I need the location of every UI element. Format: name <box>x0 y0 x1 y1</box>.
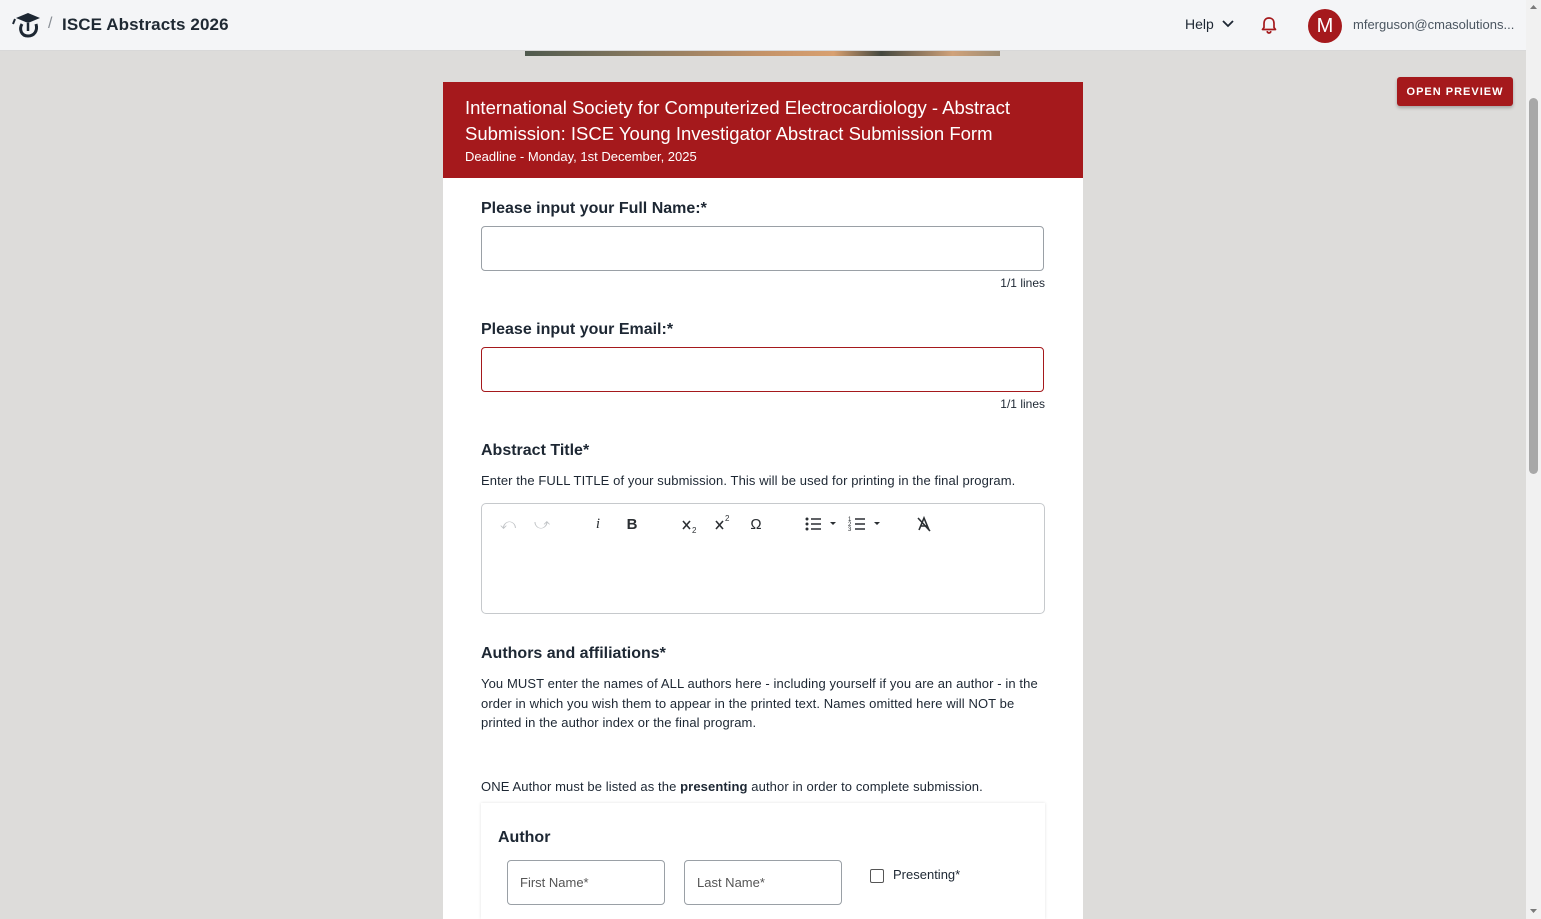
app-title[interactable]: ISCE Abstracts 2026 <box>62 15 229 34</box>
breadcrumb-separator: / <box>48 15 53 32</box>
scrollbar-thumb[interactable] <box>1529 98 1538 474</box>
authors-label: Authors and affiliations* <box>481 645 666 662</box>
presenting-checkbox[interactable] <box>870 869 884 883</box>
abstract-title-help: Enter the FULL TITLE of your submission. This will be used for printing in the final program. <box>481 473 1016 488</box>
form-deadline: Deadline - Monday, 1st December, 2025 <box>465 149 697 164</box>
help-label: Help <box>1185 16 1214 32</box>
bold-button[interactable]: B <box>626 515 638 533</box>
full-name-label: Please input your Full Name:* <box>481 200 707 217</box>
last-name-input[interactable] <box>684 860 842 905</box>
user-email[interactable]: mferguson@cmasolutions... <box>1353 17 1515 32</box>
email-label: Please input your Email:* <box>481 321 674 338</box>
abstract-title-label: Abstract Title* <box>481 442 590 459</box>
bullet-list-icon[interactable] <box>804 513 840 535</box>
svg-text:2: 2 <box>725 514 730 523</box>
svg-text:1: 1 <box>848 517 852 523</box>
special-character-button[interactable]: Ω <box>750 515 762 533</box>
italic-button[interactable]: i <box>595 515 601 532</box>
help-menu[interactable] <box>1185 16 1234 32</box>
bell-icon[interactable] <box>1259 15 1279 35</box>
svg-text:3: 3 <box>848 527 852 533</box>
avatar[interactable]: M <box>1308 9 1342 43</box>
email-input[interactable] <box>481 347 1044 392</box>
first-name-input[interactable] <box>507 860 665 905</box>
banner-image <box>525 51 1000 56</box>
undo-icon[interactable]: ⤺ <box>499 515 517 533</box>
scroll-down-arrow-icon[interactable] <box>1529 907 1538 915</box>
numbered-list-icon[interactable] <box>848 513 884 535</box>
top-bar <box>0 0 1526 51</box>
scroll-up-arrow-icon[interactable] <box>1529 3 1538 11</box>
app-logo-icon[interactable] <box>12 11 44 39</box>
redo-icon[interactable]: ⤻ <box>533 515 551 533</box>
clear-formatting-icon[interactable] <box>914 513 934 535</box>
email-line-count: 1/1 lines <box>1000 397 1045 411</box>
presenting-note-post: author in order to complete submission. <box>747 779 983 794</box>
presenting-note-pre: ONE Author must be listed as the <box>481 779 681 794</box>
superscript-icon[interactable] <box>713 513 733 535</box>
presenting-note <box>481 777 1046 797</box>
svg-text:2: 2 <box>692 526 697 535</box>
svg-text:2: 2 <box>848 522 852 528</box>
chevron-down-icon <box>1222 20 1234 28</box>
full-name-input[interactable] <box>481 226 1044 271</box>
form-header <box>443 82 1083 178</box>
presenting-label: Presenting* <box>893 867 961 882</box>
open-preview-button[interactable]: OPEN PREVIEW <box>1397 77 1513 106</box>
presenting-note-bold: presenting <box>680 779 748 794</box>
form-title: International Society for Computerized Electrocardiology - Abstract Submission: ISCE Young Investigator Abstract Submission Form <box>465 97 1010 144</box>
subscript-icon[interactable] <box>680 513 700 535</box>
authors-help: You MUST enter the names of ALL authors here - including yourself if you are an author - in the order in which you wish them to appear in the printed text. Names omitted here will NOT be printed in the author index or the final program. <box>481 676 1038 730</box>
author-card-title: Author <box>498 829 551 846</box>
full-name-line-count: 1/1 lines <box>1000 276 1045 290</box>
